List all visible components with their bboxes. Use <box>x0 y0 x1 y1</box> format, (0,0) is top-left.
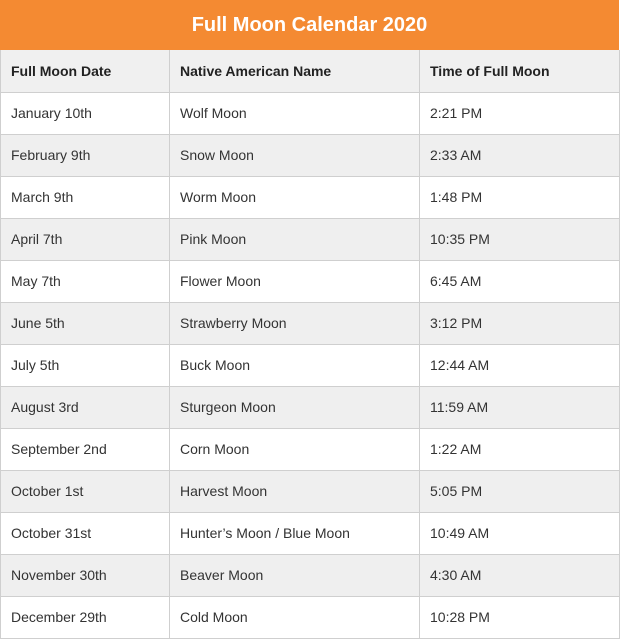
cell-native-name: Strawberry Moon <box>170 302 420 344</box>
cell-date: October 1st <box>1 470 170 512</box>
table-row <box>1 470 620 512</box>
cell-date: March 9th <box>1 176 170 218</box>
header-row <box>1 50 620 92</box>
cell-time: 5:05 PM <box>420 470 620 512</box>
column-header-time: Time of Full Moon <box>420 50 620 92</box>
cell-time: 2:33 AM <box>420 134 620 176</box>
cell-native-name: Cold Moon <box>170 596 420 638</box>
cell-date: December 29th <box>1 596 170 638</box>
column-header-date: Full Moon Date <box>1 50 170 92</box>
table-row <box>1 260 620 302</box>
table-row <box>1 386 620 428</box>
cell-time: 3:12 PM <box>420 302 620 344</box>
cell-native-name: Flower Moon <box>170 260 420 302</box>
table-row <box>1 134 620 176</box>
cell-time: 10:28 PM <box>420 596 620 638</box>
table-row <box>1 92 620 134</box>
column-header-name: Native American Name <box>170 50 420 92</box>
cell-date: January 10th <box>1 92 170 134</box>
cell-native-name: Snow Moon <box>170 134 420 176</box>
cell-time: 10:35 PM <box>420 218 620 260</box>
cell-time: 2:21 PM <box>420 92 620 134</box>
table-row <box>1 554 620 596</box>
table-row <box>1 512 620 554</box>
table-row <box>1 302 620 344</box>
cell-native-name: Harvest Moon <box>170 470 420 512</box>
table-row <box>1 344 620 386</box>
table-row <box>1 428 620 470</box>
cell-time: 4:30 AM <box>420 554 620 596</box>
cell-native-name: Sturgeon Moon <box>170 386 420 428</box>
cell-date: May 7th <box>1 260 170 302</box>
cell-time: 1:48 PM <box>420 176 620 218</box>
cell-date: November 30th <box>1 554 170 596</box>
table-row <box>1 218 620 260</box>
cell-date: July 5th <box>1 344 170 386</box>
cell-date: August 3rd <box>1 386 170 428</box>
table-title: Full Moon Calendar 2020 <box>0 0 619 50</box>
cell-native-name: Buck Moon <box>170 344 420 386</box>
cell-date: April 7th <box>1 218 170 260</box>
cell-date: June 5th <box>1 302 170 344</box>
cell-native-name: Pink Moon <box>170 218 420 260</box>
table-row <box>1 596 620 638</box>
cell-time: 12:44 AM <box>420 344 620 386</box>
full-moon-table <box>0 50 620 639</box>
cell-native-name: Worm Moon <box>170 176 420 218</box>
cell-native-name: Corn Moon <box>170 428 420 470</box>
cell-time: 1:22 AM <box>420 428 620 470</box>
table-row <box>1 176 620 218</box>
cell-native-name: Beaver Moon <box>170 554 420 596</box>
cell-native-name: Hunter’s Moon / Blue Moon <box>170 512 420 554</box>
cell-time: 11:59 AM <box>420 386 620 428</box>
cell-time: 10:49 AM <box>420 512 620 554</box>
cell-date: September 2nd <box>1 428 170 470</box>
cell-date: October 31st <box>1 512 170 554</box>
cell-native-name: Wolf Moon <box>170 92 420 134</box>
cell-date: February 9th <box>1 134 170 176</box>
cell-time: 6:45 AM <box>420 260 620 302</box>
